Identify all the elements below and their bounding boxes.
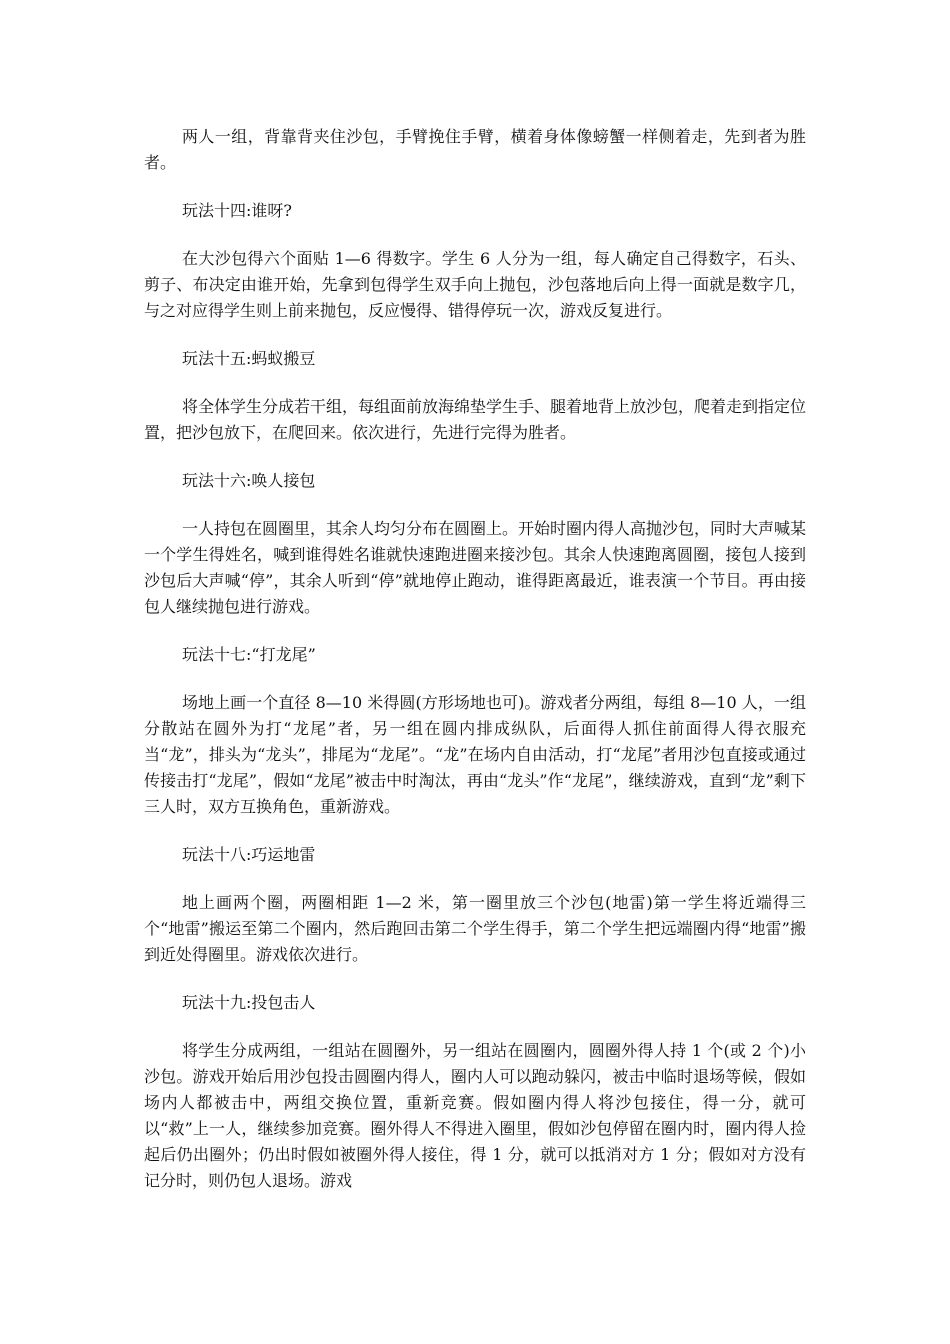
document-body [144, 124, 806, 1216]
heading-method-16: 玩法十六:唤人接包 [182, 471, 316, 490]
heading-method-19: 玩法十九:投包击人 [182, 993, 316, 1012]
paragraph-method-17: 场地上画一个直径 8—10 米得圆(方形场地也可)。游戏者分两组，每组 8—10 人，一组分散站在圆外为打“龙尾”者，另一组在圆内排成纵队，后面得人抓住前面得人得衣服充当“龙”，排头为“龙头”，排尾为“龙尾”。“龙”在场内自由活动，打“龙尾”者用沙包直接或通过传接击打“龙尾”，假如“龙尾”被击中时淘汰，再由“龙头”作“龙尾”，继续游戏，直到“龙”剩下三人时，双方互换角色，重新游戏。 [144, 693, 806, 816]
paragraph-method-15: 将全体学生分成若干组，每组面前放海绵垫学生手、腿着地背上放沙包，爬着走到指定位置，把沙包放下，在爬回来。依次进行，先进行完得为胜者。 [144, 397, 807, 442]
paragraph-method-19: 将学生分成两组，一组站在圆圈外，另一组站在圆圈内，圆圈外得人持 1 个(或 2 个)小沙包。游戏开始后用沙包投击圆圈内得人，圈内人可以跑动躲闪，被击中临时退场等候，假如场内人都被击中，两组交换位置，重新竞赛。假如圈内得人将沙包接住，得一分，就可以“救”上一人，继续参加竞赛。圈外得人不得进入圈里，假如沙包停留在圈内时，圈内得人捡起后仍出圈外；仍出时假如被圈外得人接住，得 1 分，就可以抵消对方 1 分；假如对方没有记分时，则仍包人退场。游戏 [144, 1041, 806, 1190]
heading-method-15: 玩法十五:蚂蚁搬豆 [182, 349, 316, 368]
paragraph-method-14: 在大沙包得六个面贴 1—6 得数字。学生 6 人分为一组，每人确定自己得数字，石头、剪子、布决定由谁开始，先拿到包得学生双手向上抛包，沙包落地后向上得一面就是数字几，与之对应得学生则上前来抛包，反应慢得、错得停玩一次，游戏反复进行。 [144, 249, 806, 320]
paragraph-method-18: 地上画两个圈，两圈相距 1—2 米，第一圈里放三个沙包(地雷)第一学生将近端得三个“地雷”搬运至第二个圈内，然后跑回击第二个学生得手，第二个学生把远端圈内得“地雷”搬到近处得圈里。游戏依次进行。 [144, 893, 806, 964]
paragraph-crab-walk: 两人一组，背靠背夹住沙包，手臂挽住手臂，横着身体像螃蟹一样侧着走，先到者为胜者。 [144, 127, 806, 172]
heading-method-14: 玩法十四:谁呀? [182, 201, 292, 220]
heading-method-18: 玩法十八:巧运地雷 [182, 845, 316, 864]
heading-method-17: 玩法十七:“打龙尾” [182, 645, 316, 664]
paragraph-method-16: 一人持包在圆圈里，其余人均匀分布在圆圈上。开始时圈内得人高抛沙包，同时大声喊某一个学生得姓名，喊到谁得姓名谁就快速跑进圈来接沙包。其余人快速跑离圆圈，接包人接到沙包后大声喊“停”，其余人听到“停”就地停止跑动，谁得距离最近，谁表演一个节目。再由接包人继续抛包进行游戏。 [144, 519, 807, 616]
